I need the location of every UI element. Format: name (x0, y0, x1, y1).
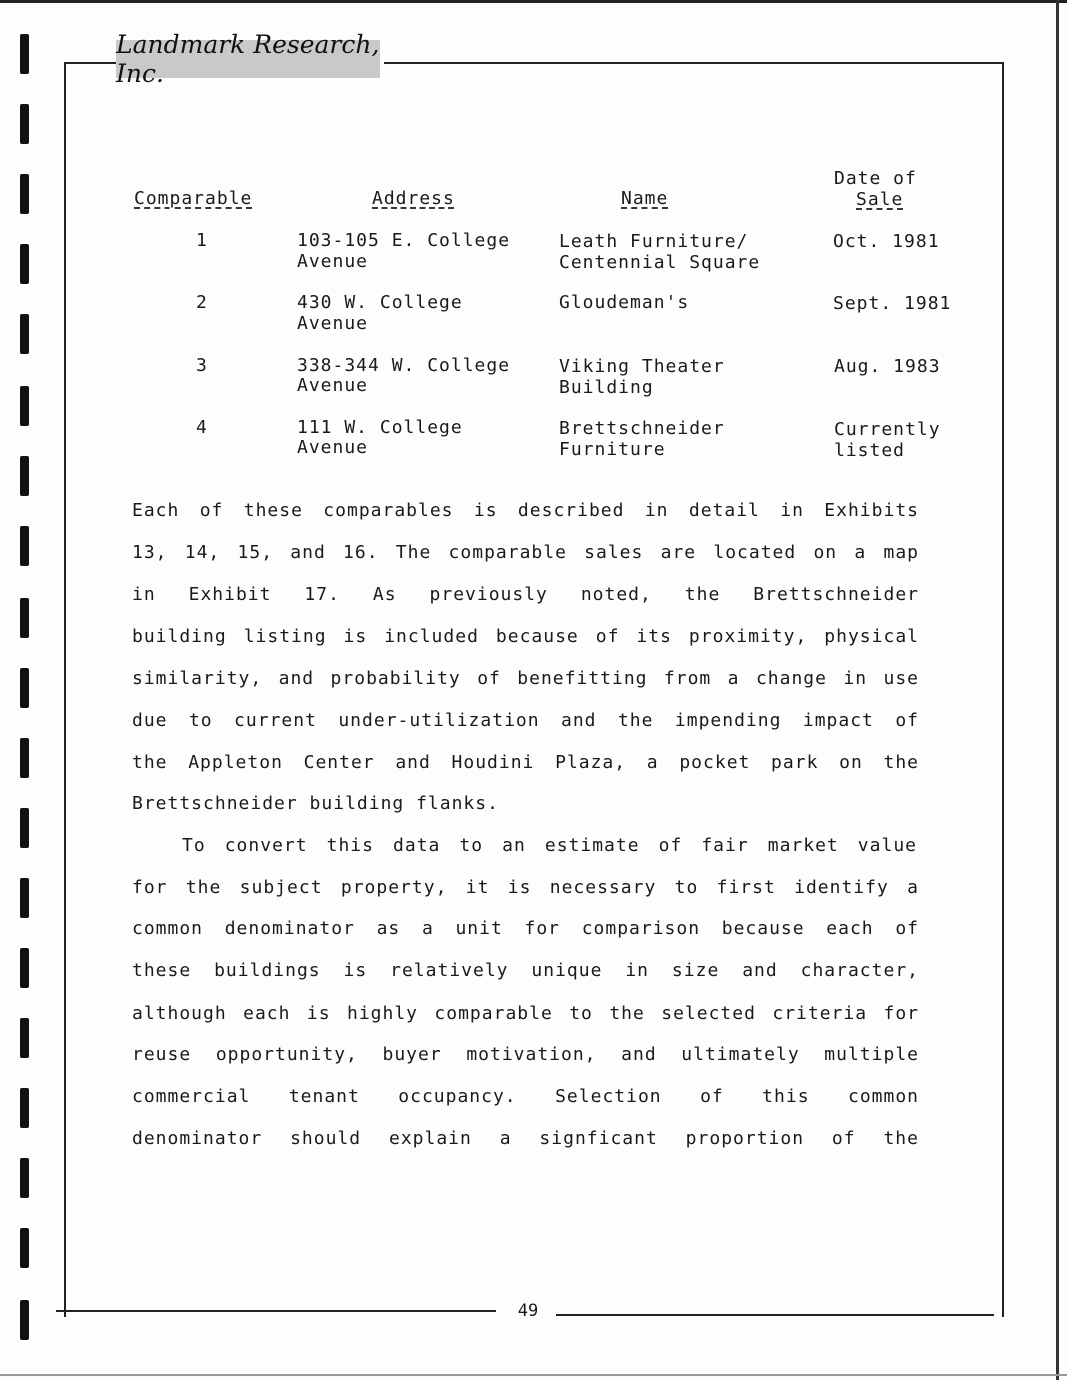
name-line: Centennial Square (559, 252, 761, 273)
paragraph-line: 13, 14, 15, and 16. The comparable sales are located on a map (132, 542, 919, 563)
binding-hole (20, 456, 29, 496)
address-line: Avenue (297, 313, 369, 334)
binding-hole (20, 948, 29, 988)
sale-date: Sept. 1981 (833, 293, 952, 314)
binding-hole (20, 738, 29, 778)
paragraph-line: for the subject property, it is necessary to first identify a (132, 877, 919, 898)
paragraph-line: To convert this data to an estimate of fair market value (182, 835, 917, 856)
binding-hole (20, 668, 29, 708)
column-header-date-line2: Sale (856, 189, 904, 210)
address-line: 338-344 W. College (297, 355, 511, 376)
sale-date: Aug. 1983 (834, 356, 941, 377)
address-line: Avenue (297, 375, 369, 396)
name-line: Viking Theater (559, 356, 725, 377)
name-line: Building (559, 377, 654, 398)
binding-hole (20, 34, 29, 74)
frame-left (64, 62, 66, 1317)
paragraph-line: reuse opportunity, buyer motivation, and ultimately multiple (132, 1044, 919, 1065)
address-line: 103-105 E. College (297, 230, 511, 251)
paragraph-line: although each is highly comparable to the selected criteria for (132, 1003, 919, 1024)
frame-bottom-left (56, 1310, 496, 1312)
right-edge-rule (1056, 0, 1059, 1380)
paragraph-line: building listing is included because of its proximity, physical (132, 626, 919, 647)
sale-date: listed (834, 440, 906, 461)
binding-hole (20, 1300, 29, 1340)
comparable-number: 4 (196, 417, 208, 438)
binding-hole (20, 1228, 29, 1268)
paragraph-line: in Exhibit 17. As previously noted, the Brettschneider (132, 584, 919, 605)
binding-hole (20, 1018, 29, 1058)
address-line: Avenue (297, 437, 369, 458)
sale-date: Currently (834, 419, 941, 440)
binding-hole (20, 808, 29, 848)
binding-hole (20, 598, 29, 638)
paragraph-line: common denominator as a unit for comparison because each of (132, 918, 919, 939)
column-header-address: Address (372, 188, 455, 209)
binding-hole (20, 174, 29, 214)
frame-right (1002, 62, 1004, 1317)
name-line: Gloudeman's (559, 292, 690, 313)
frame-top-left (64, 62, 116, 64)
binding-hole (20, 526, 29, 566)
paragraph-line: denominator should explain a signficant proportion of the (132, 1128, 919, 1149)
binding-hole (20, 244, 29, 284)
bottom-edge-rule (0, 1374, 1067, 1376)
binding-hole (20, 1088, 29, 1128)
address-line: Avenue (297, 251, 369, 272)
paragraph-line: the Appleton Center and Houdini Plaza, a pocket park on the (132, 752, 919, 773)
name-line: Leath Furniture/ (559, 231, 749, 252)
comparable-number: 1 (196, 230, 208, 251)
column-header-comparable: Comparable (134, 188, 253, 209)
binding-hole (20, 878, 29, 918)
name-line: Brettschneider (559, 418, 725, 439)
name-line: Furniture (559, 439, 666, 460)
address-line: 111 W. College (297, 417, 463, 438)
company-logo-text: Landmark Research, Inc. (116, 30, 380, 88)
top-edge-rule (0, 0, 1067, 3)
binding-holes (0, 0, 20, 1380)
paragraph-line: due to current under-utilization and the impending impact of (132, 710, 919, 731)
paragraph-line: similarity, and probability of benefitting from a change in use (132, 668, 919, 689)
binding-hole (20, 104, 29, 144)
comparable-number: 3 (196, 355, 208, 376)
comparable-number: 2 (196, 292, 208, 313)
company-logo (116, 30, 380, 88)
paragraph-line: these buildings is relatively unique in size and character, (132, 960, 919, 981)
column-header-date-line1: Date of (834, 168, 917, 189)
paragraph-line: commercial tenant occupancy. Selection of this common (132, 1086, 919, 1107)
column-header-name: Name (621, 188, 669, 209)
frame-bottom-right (556, 1314, 994, 1316)
paragraph-line: Each of these comparables is described in detail in Exhibits (132, 500, 919, 521)
binding-hole (20, 386, 29, 426)
paragraph-line: Brettschneider building flanks. (132, 793, 499, 814)
sale-date: Oct. 1981 (833, 231, 940, 252)
address-line: 430 W. College (297, 292, 463, 313)
page-number: 49 (517, 1301, 539, 1321)
binding-hole (20, 314, 29, 354)
binding-hole (20, 1158, 29, 1198)
frame-top-right (384, 62, 1004, 64)
